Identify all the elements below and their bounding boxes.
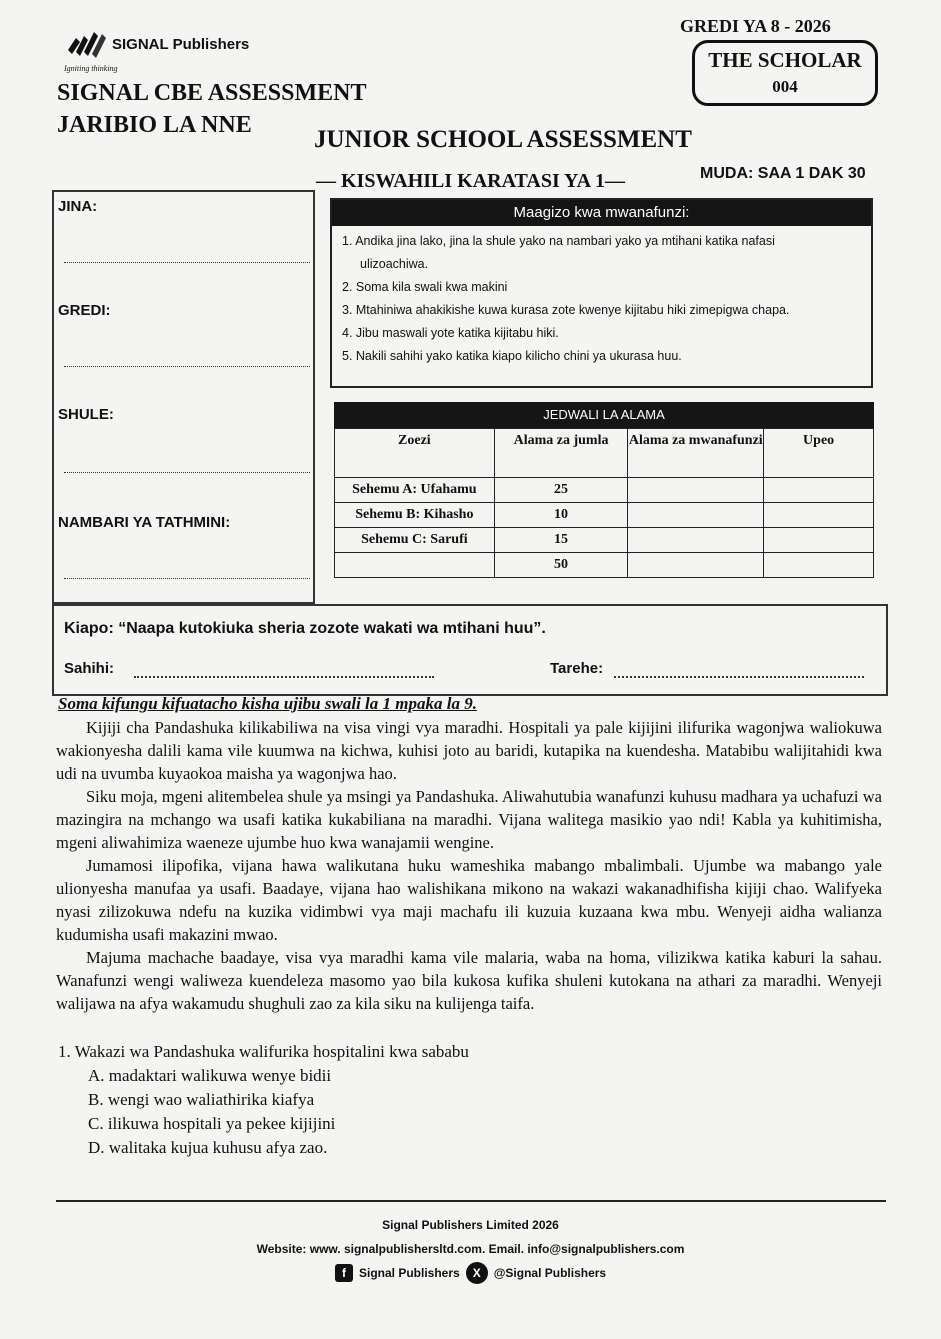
score-input-cell[interactable] [764, 553, 874, 578]
publisher-name: SIGNAL Publishers [112, 36, 250, 53]
grade-field-label: GREDI: [58, 302, 111, 319]
instruction-item: 4. Jibu maswali yote katika kijitabu hiki. [342, 326, 559, 340]
instructions-title: Maagizo kwa mwanafunzi: [332, 200, 871, 226]
assessment-number-field[interactable] [64, 578, 310, 579]
passage-paragraph: Majuma machache baadaye, visa vya maradhi kama vile malaria, waba na homa, vilizikwa katika kaburi la sahau. Wanafunzi wengi waliweza kuendeleza masomo yao bila kukosa kufika shuleni kutokana na athari za maradhi. Wenyeji walijawa na afya wakamudu shughuli zao za kila siku na kulijenga taifa. [56, 948, 882, 1013]
signature-field[interactable] [134, 676, 434, 678]
question-1-stem: 1. Wakazi wa Pandashuka walifurika hospitalini kwa sababu [58, 1042, 469, 1061]
table-cell [335, 553, 495, 578]
school-assessment-title: JUNIOR SCHOOL ASSESSMENT [314, 126, 692, 153]
score-input-cell[interactable] [628, 553, 764, 578]
answer-option-d[interactable]: D. walitaka kujua kuhusu afya zao. [88, 1138, 328, 1157]
table-row [335, 528, 874, 553]
scores-table [334, 428, 874, 578]
instruction-item: ulizoachiwa. [360, 257, 429, 271]
facebook-icon: f [335, 1264, 353, 1282]
oath-box [52, 604, 888, 696]
passage-paragraph: Siku moja, mgeni alitembelea shule ya msingi ya Pandashuka. Aliwahutubia wanafunzi kuhusu madhara ya uchafuzi wa mazingira na mchango wa usafi katika kukabiliana na maradhi. Vijana walitega masikio yao ndi! Kabla ya kuhitimisha, mgeni aliwahimiza waeneze ujumbe huo kwa wanajamii wengine. [56, 787, 882, 852]
x-handle: @Signal Publishers [493, 1266, 607, 1280]
column-header: Zoezi [335, 429, 495, 478]
table-cell: Sehemu A: Ufahamu [335, 478, 495, 503]
table-cell: Sehemu B: Kihasho [335, 503, 495, 528]
footer-social [335, 1262, 606, 1284]
name-label: JINA: [58, 198, 98, 215]
date-label: Tarehe: [550, 660, 604, 677]
column-header: Alama za mwanafunzi [628, 429, 764, 478]
footer-divider [56, 1200, 886, 1202]
answer-option-a[interactable]: A. madaktari walikuwa wenye bidii [88, 1066, 332, 1085]
answer-option-c[interactable]: C. ilikuwa hospitali ya pekee kijijini [88, 1114, 336, 1133]
answer-option-b[interactable]: B. wengi wao waliathirika kiafya [88, 1090, 315, 1109]
signal-logo-icon [66, 28, 106, 60]
footer-contact: Website: www. signalpublishersltd.com. Email. info@signalpublishers.com [256, 1242, 685, 1256]
grade-field[interactable] [64, 366, 310, 367]
scores-table-section [334, 402, 874, 578]
date-field[interactable] [614, 676, 864, 678]
footer-company: Signal Publishers Limited 2026 [382, 1218, 559, 1232]
table-row [335, 503, 874, 528]
instruction-item: 1. Andika jina lako, jina la shule yako na nambari yako ya mtihani katika nafasi [342, 234, 775, 248]
duration-label: MUDA: SAA 1 DAK 30 [700, 165, 866, 182]
instruction-item: 3. Mtahiniwa ahakikishe kuwa kurasa zote kwenye kijitabu hiki zimepigwa chapa. [342, 303, 790, 317]
score-input-cell[interactable] [764, 503, 874, 528]
score-input-cell[interactable] [628, 528, 764, 553]
scores-table-title: JEDWALI LA ALAMA [334, 402, 874, 428]
table-cell: Sehemu C: Sarufi [335, 528, 495, 553]
instruction-item: 2. Soma kila swali kwa makini [342, 280, 508, 294]
table-row [335, 478, 874, 503]
scholar-title: THE SCHOLAR [708, 48, 862, 72]
signature-label: Sahihi: [64, 660, 115, 677]
score-input-cell[interactable] [628, 503, 764, 528]
scholar-badge [692, 40, 878, 106]
table-cell: 25 [494, 478, 628, 503]
table-row [335, 553, 874, 578]
table-cell: 50 [494, 553, 628, 578]
school-field[interactable] [64, 472, 310, 473]
column-header: Alama za jumla [494, 429, 628, 478]
column-header: Upeo [764, 429, 874, 478]
reading-passage [56, 716, 882, 1015]
school-label: SHULE: [58, 406, 114, 423]
passage-paragraph: Jumamosi ilipofika, vijana hawa walikutana huku wameshika mabango mbalimbali. Ujumbe wa mabango yale ulionyesha manufaa ya usafi. Baadaye, vijana hao walishikana mikono na wakazi wakanadhifisha kijiji chao. Walifyeka nyasi zilizokuwa ndefu na kuzika vidimbwi vya maji machafu ili kuzuia kuzaana kwa mbu. Wenyeji aidha walianza kudumisha usafi makazini mwao. [56, 856, 882, 944]
oath-text: Kiapo: “Naapa kutokiuka sheria zozote wakati wa mtihani huu”. [64, 620, 546, 637]
facebook-handle: Signal Publishers [359, 1266, 460, 1280]
scholar-code: 004 [772, 77, 798, 96]
paper-title: JARIBIO LA NNE [57, 112, 252, 138]
table-header-row [335, 429, 874, 478]
table-cell: 15 [494, 528, 628, 553]
x-icon: X [466, 1262, 488, 1284]
instruction-item: 5. Nakili sahihi yako katika kiapo kilicho chini ya ukurasa huu. [342, 349, 682, 363]
passage-paragraph: Kijiji cha Pandashuka kilikabiliwa na visa vingi vya maradhi. Hospitali ya pale kijijini ilifurika wagonjwa waliokuwa wakionyesha dalili kama vile kuumwa na kichwa, kuhisi joto au baridi, kutapika na kuendesha. Matabibu walijitahidi kwa udi na uvumba kuyaokoa maisha ya wagonjwa hao. [56, 718, 882, 783]
subject-title: — KISWAHILI KARATASI YA 1— [316, 170, 625, 192]
score-input-cell[interactable] [764, 528, 874, 553]
candidate-details-box [52, 190, 315, 604]
assessment-number-label: NAMBARI YA TATHMINI: [58, 514, 231, 531]
table-cell: 10 [494, 503, 628, 528]
assessment-title: SIGNAL CBE ASSESSMENT [57, 80, 367, 106]
name-field[interactable] [64, 262, 310, 263]
score-input-cell[interactable] [628, 478, 764, 503]
grade-label: GREDI YA 8 - 2026 [680, 16, 831, 36]
score-input-cell[interactable] [764, 478, 874, 503]
passage-instruction: Soma kifungu kifuatacho kisha ujibu swali la 1 mpaka la 9. [58, 694, 477, 713]
publisher-tagline: Igniting thinking [64, 64, 118, 73]
instructions-box [330, 198, 873, 388]
